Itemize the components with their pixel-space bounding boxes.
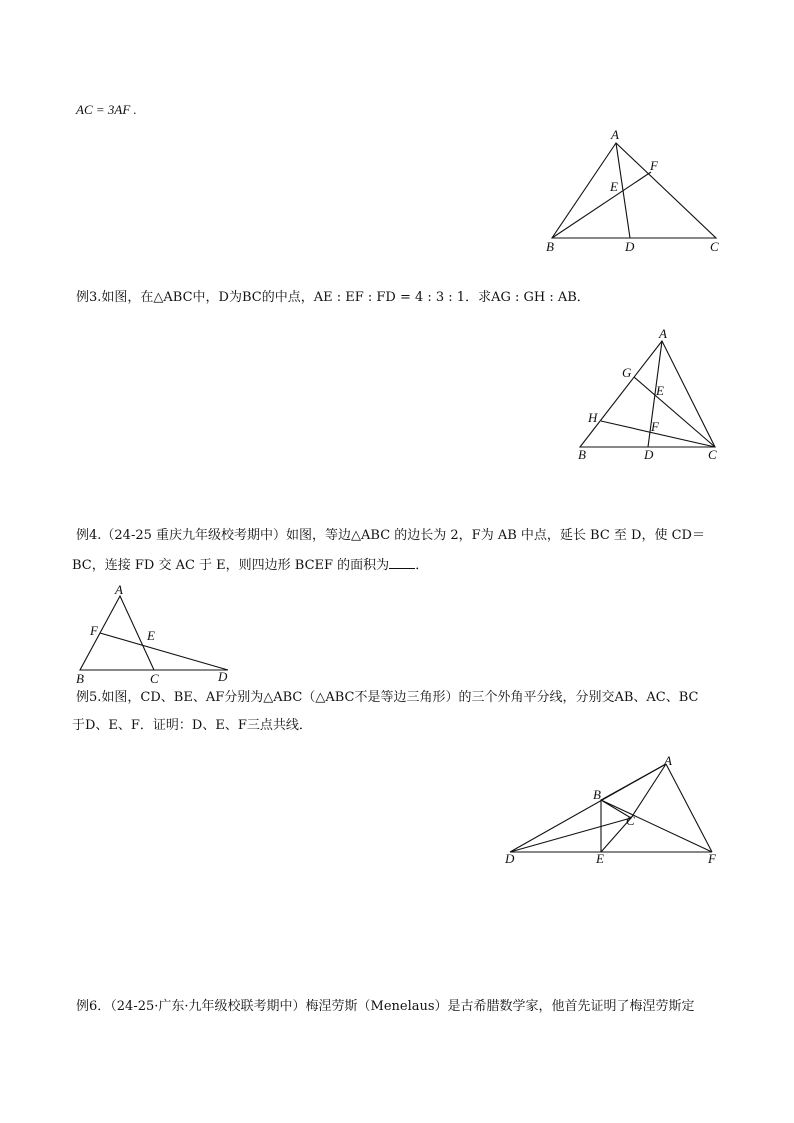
- label-c: C: [150, 671, 159, 686]
- label-d: D: [625, 239, 635, 254]
- example-4-text-line-2: [72, 557, 428, 575]
- segment-cg: [634, 377, 715, 447]
- label-b: B: [593, 787, 601, 802]
- label-e: E: [596, 851, 604, 866]
- label-c: C: [626, 813, 635, 828]
- label-b: B: [578, 447, 586, 462]
- example-5-text-line-2: 于D、E、F．证明：D、E、F三点共线．: [72, 718, 312, 733]
- label-f: F: [708, 851, 716, 866]
- label-e: E: [147, 628, 155, 643]
- segment-bf: [601, 800, 712, 852]
- answer-blank[interactable]: [389, 557, 415, 569]
- label-f: F: [90, 623, 98, 638]
- label-d: D: [644, 447, 654, 462]
- example-3-text: 例3.如图，在△ABC中，D为BC的中点，AE : EF : FD = 4 : 3 : 1．求AG : GH : AB．: [76, 290, 590, 305]
- label-a: A: [115, 582, 123, 597]
- label-f: F: [651, 419, 659, 434]
- segment-bf: [552, 172, 651, 238]
- triangle-abc: [552, 143, 716, 238]
- label-g: G: [622, 365, 632, 380]
- label-h: H: [588, 410, 598, 425]
- segment-fd: [100, 633, 228, 670]
- label-d: D: [505, 851, 515, 866]
- label-b: B: [76, 671, 84, 686]
- example-6-text: 例6．（24-25·广东·九年级校联考期中）梅涅劳斯（Menelaus）是古希腊数学家，他首先证明了梅涅劳斯定: [76, 999, 695, 1014]
- label-c: C: [708, 447, 717, 462]
- example-4-line-2-end: ．: [415, 558, 429, 573]
- example-5-text-line-1: 例5.如图，CD、BE、AF分别为△ABC（△ABC不是等边三角形）的三个外角平分线，分别交AB、AC、BC: [76, 690, 699, 705]
- label-a: A: [659, 326, 667, 341]
- figure-triangle-abc-2: [570, 325, 730, 465]
- label-e: E: [656, 383, 664, 398]
- example-4-text-line-1: 例4.（24-25 重庆九年级校考期中）如图，等边△ABC 的边长为 2，F为 AB 中点，延长 BC 至 D，使 CD＝: [76, 528, 705, 543]
- label-b: B: [546, 239, 554, 254]
- label-a: A: [611, 127, 619, 142]
- figure-triangle-abc-1: [540, 125, 730, 255]
- figure-triangle-abc-3: [70, 582, 240, 687]
- label-d: D: [218, 669, 228, 684]
- triangle-abc: [601, 764, 666, 818]
- figure-triangle-abc-4: [500, 752, 730, 872]
- label-a: A: [664, 753, 672, 768]
- label-f: F: [650, 158, 658, 173]
- label-e: E: [610, 179, 618, 194]
- segment-dc: [510, 818, 631, 852]
- segment-da: [510, 764, 666, 852]
- segment-af: [666, 764, 712, 852]
- label-c: C: [710, 239, 719, 254]
- example-4-line-2-text: BC，连接 FD 交 AC 于 E，则四边形 BCEF 的面积为: [72, 558, 390, 573]
- text-line-ac-3af: AC = 3AF .: [76, 102, 137, 117]
